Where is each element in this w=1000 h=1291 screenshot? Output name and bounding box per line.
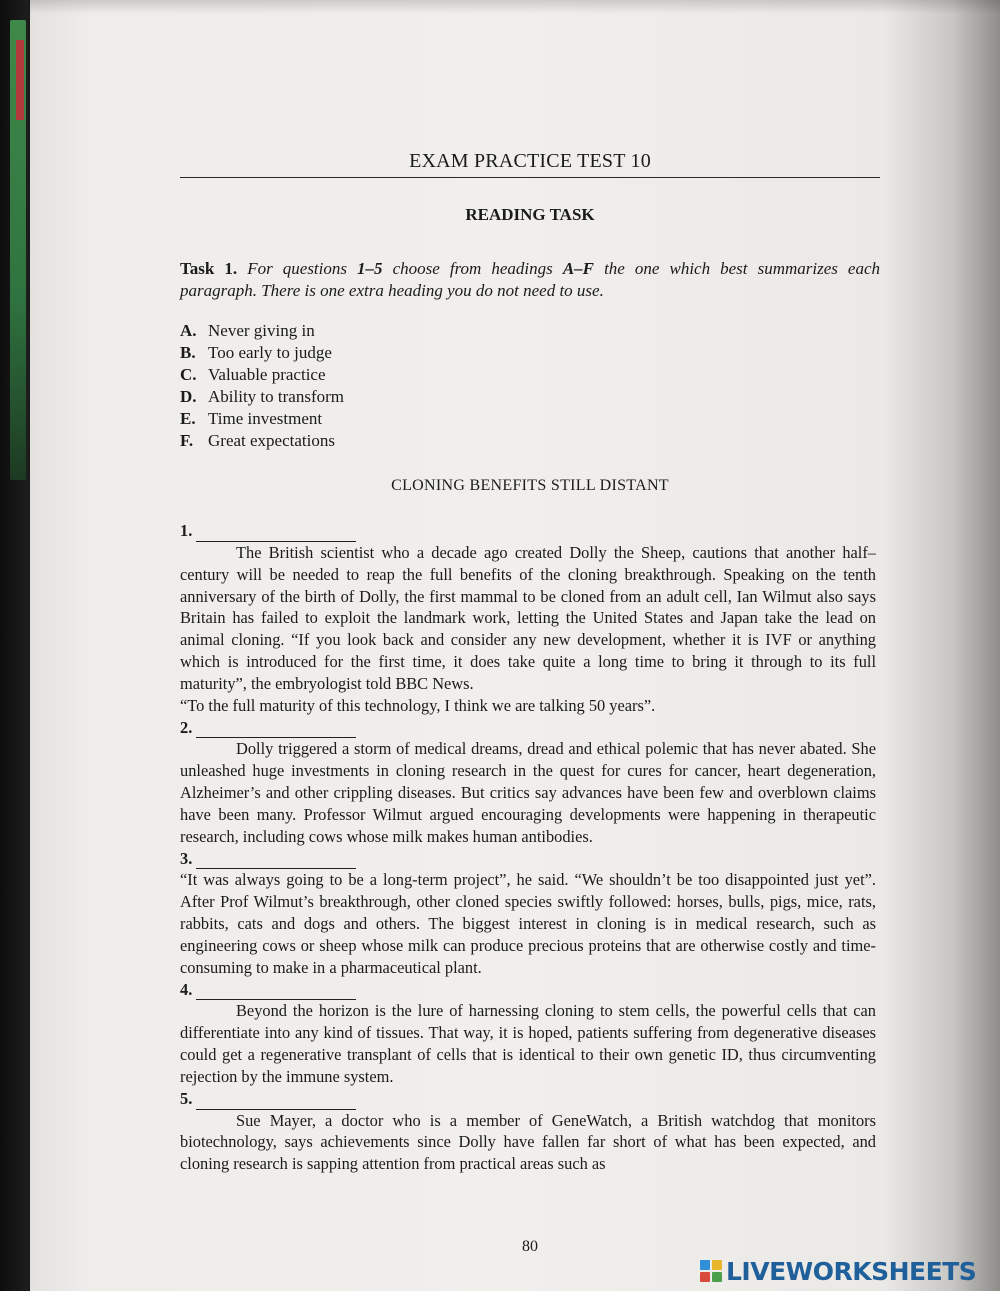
question-number: 5. bbox=[180, 1088, 193, 1108]
paragraph-3: “It was always going to be a long-term project”, he said. “We shouldn’t be too disappointed just yet”. After Prof Wilmut’s breakthrough, other cloned species swiftly followed: horses, bulls, pigs, mice, rats, rabbits, cats and dogs and others. The biggest interest in cloning is in medical research, such as engineering cows or sheep whose milk can produce precious proteins that are otherwise costly and time-consuming to make in a pharmaceutical plant. bbox=[180, 870, 876, 977]
heading-text: Great expectations bbox=[208, 431, 335, 450]
question-2 bbox=[180, 716, 876, 738]
page-title: EXAM PRACTICE TEST 10 bbox=[409, 150, 651, 172]
task-label: Task 1. bbox=[180, 259, 238, 278]
answer-blank-1[interactable] bbox=[196, 526, 356, 542]
heading-option-c bbox=[180, 364, 580, 386]
headings-list bbox=[180, 320, 580, 452]
task-instruction-text: For questions 1–5 choose from headings A–F the one which best summarizes each paragraph. There is one extra heading you do not need to use. bbox=[180, 259, 880, 300]
heading-letter: A. bbox=[180, 321, 197, 340]
heading-letter: B. bbox=[180, 343, 196, 362]
logo-square bbox=[700, 1272, 710, 1282]
heading-letter: D. bbox=[180, 387, 197, 406]
question-number: 3. bbox=[180, 848, 193, 868]
heading-letter: F. bbox=[180, 431, 194, 450]
question-number: 2. bbox=[180, 717, 193, 737]
article-title: CLONING BENEFITS STILL DISTANT bbox=[391, 477, 669, 494]
heading-letter: E. bbox=[180, 409, 196, 428]
answer-blank-3[interactable] bbox=[196, 853, 356, 869]
article-body bbox=[180, 520, 876, 1175]
heading-text: Never giving in bbox=[208, 321, 315, 340]
binder-tab-mark bbox=[16, 40, 24, 120]
heading-option-a bbox=[180, 320, 580, 342]
page-top-shadow bbox=[30, 0, 1000, 14]
section-heading: READING TASK bbox=[465, 205, 595, 224]
paragraph-5: Sue Mayer, a doctor who is a member of GeneWatch, a British watchdog that monitors biotechnology, says achievements since Dolly have fallen far short of what has been expected, and cloning research is sapping attention from practical areas such as bbox=[180, 1110, 876, 1174]
heading-text: Too early to judge bbox=[208, 343, 332, 362]
question-number: 4. bbox=[180, 979, 193, 999]
brand-name: LIVEWORKSHEETS bbox=[726, 1256, 977, 1286]
logo-square bbox=[712, 1260, 722, 1270]
heading-text: Time investment bbox=[208, 409, 323, 428]
heading-letter: C. bbox=[180, 365, 197, 384]
answer-blank-2[interactable] bbox=[196, 722, 356, 738]
question-1 bbox=[180, 520, 876, 542]
question-4 bbox=[180, 978, 876, 1000]
logo-square bbox=[712, 1272, 722, 1282]
logo-square bbox=[700, 1260, 710, 1270]
heading-text: Ability to transform bbox=[208, 387, 344, 406]
page-number: 80 bbox=[522, 1238, 538, 1255]
paragraph-1-quote: “To the full maturity of this technology, I think we are talking 50 years”. bbox=[180, 695, 656, 715]
question-3 bbox=[180, 847, 876, 869]
question-5 bbox=[180, 1088, 876, 1110]
paragraph-4: Beyond the horizon is the lure of harnessing cloning to stem cells, the powerful cells that can differentiate into any kind of tissues. That way, it is hoped, patients suffering from degenerative diseases could get a regenerative transplant of cells that is identical to their own genetic ID, thus circumventing rejection by the immune system. bbox=[180, 1001, 876, 1086]
answer-blank-4[interactable] bbox=[196, 984, 356, 1000]
heading-option-b bbox=[180, 342, 580, 364]
paragraph-1: The British scientist who a decade ago created Dolly the Sheep, cautions that another half–century will be needed to reap the full benefits of the cloning breakthrough. Speaking on the tenth anniversary of the birth of Dolly, the first mammal to be cloned from an adult cell, Ian Wilmut also says Britain has failed to exploit the landmark work, letting the United States and Japan take the lead on animal cloning. “If you look back and consider any new development, whether it is IVF or anything which is introduced for the first time, it does take quite a long time to bring it through to its full maturity”, the embryologist told BBC News. bbox=[180, 543, 876, 693]
paragraph-2: Dolly triggered a storm of medical dreams, dread and ethical polemic that has never abated. She unleashed huge investments in cloning research in the quest for cures for cancer, heart degeneration, Alzheimer’s and other crippling diseases. But critics say advances have been few and overblown claims have been many. Professor Wilmut argued encouraging developments were happening in therapeutic research, including cows whose milk makes human antibodies. bbox=[180, 739, 876, 846]
heading-text: Valuable practice bbox=[208, 365, 326, 384]
title-divider bbox=[180, 177, 880, 178]
answer-blank-5[interactable] bbox=[196, 1094, 356, 1110]
question-number: 1. bbox=[180, 521, 193, 541]
liveworksheets-logo-icon bbox=[700, 1260, 722, 1282]
task-instructions bbox=[180, 258, 880, 302]
heading-option-e bbox=[180, 408, 580, 430]
heading-option-f bbox=[180, 430, 580, 452]
liveworksheets-brand bbox=[700, 1256, 976, 1286]
heading-option-d bbox=[180, 386, 580, 408]
